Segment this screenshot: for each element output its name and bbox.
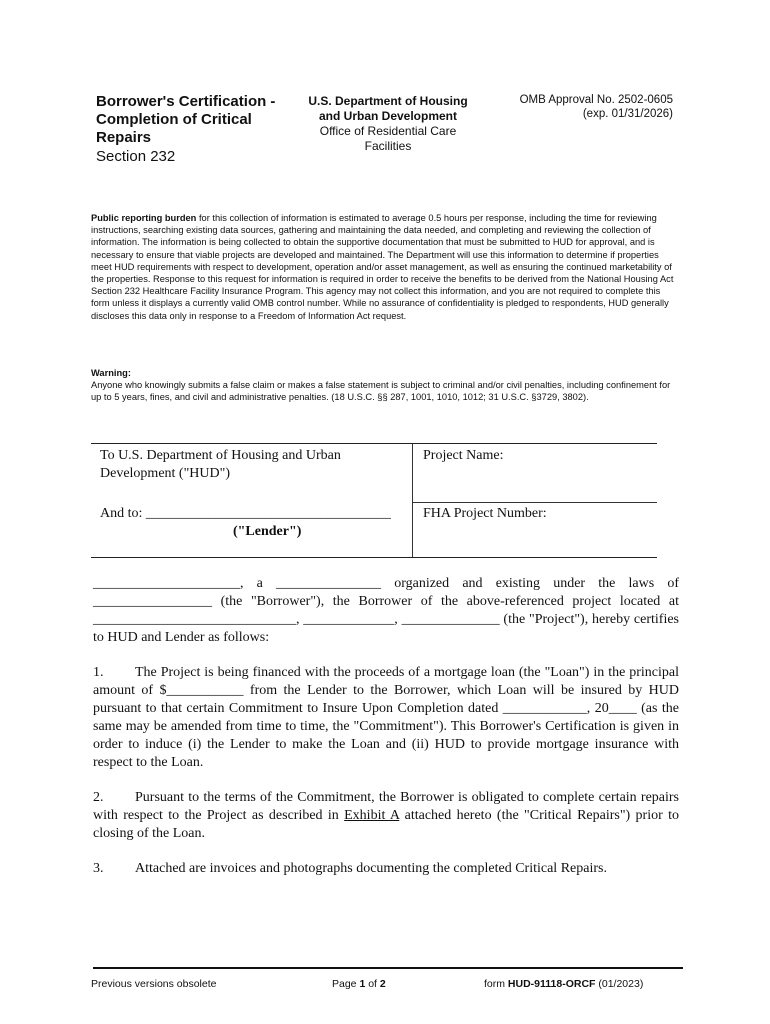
addressee-lender-line: And to: ___________________________________ — [100, 506, 391, 521]
fha-project-number-label: FHA Project Number: — [423, 506, 547, 521]
burden-statement — [91, 212, 681, 322]
lender-label: ("Lender") — [233, 524, 302, 539]
paragraph-number: 3. — [93, 861, 104, 876]
project-name-label: Project Name: — [423, 448, 504, 463]
agency-block — [298, 94, 478, 154]
footer-obsolete-note: Previous versions obsolete — [91, 978, 217, 990]
paragraph-3 — [93, 860, 679, 878]
intro-paragraph: _____________________, a _______________ organized and existing under the laws of _________________ (the "Borrower"), the Borrower of the above-referenced project located at _____________________________, _____________, ______________ (the "Project"), hereby certifies to HUD and Lender as follows: — [93, 576, 679, 645]
paragraph-2 — [93, 789, 679, 843]
warning-statement — [91, 367, 681, 404]
paragraph-text: The Project is being financed with the proceeds of a mortgage loan (the "Loan") in the principal amount of $___________ from the Lender to the Borrower, which Loan will be insured by HUD pursuant to that certain Commitment to Insure Upon Completion dated ____________, 20____ (as the same may be amended from time to time, the "Commitment"). This Borrower's Certification is given in order to induce (i) the Lender to make the Loan and (ii) HUD to provide mortgage insurance with respect to the Loan. — [93, 665, 679, 770]
row-divider — [413, 502, 657, 503]
footer-rule — [93, 967, 683, 969]
paragraph-text: attached hereto (the "Critical Repairs") prior to closing of the Loan. — [93, 808, 679, 841]
warning-text: Anyone who knowingly submits a false claim or makes a false statement is subject to criminal and/or civil penalties, including confinement for up to 5 years, fines, and civil and administrative penalties. (18 U.S.C. §§ 287, 1001, 1010, 1012; 31 U.S.C. §3729, 3802). — [91, 380, 671, 403]
agency-name: U.S. Department of Housing and Urban Development — [308, 94, 468, 123]
addressee-hud: To U.S. Department of Housing and Urban Development ("HUD") — [100, 448, 341, 481]
office-name: Office of Residential Care Facilities — [319, 124, 457, 153]
form-date: (01/2023) — [595, 978, 644, 990]
form-number: HUD-91118-ORCF — [507, 978, 596, 990]
paragraph-number: 1. — [93, 665, 104, 680]
form-title: Borrower's Certification - Completion of Critical Repairs — [96, 93, 276, 146]
page-indicator — [332, 978, 386, 990]
address-table — [91, 443, 657, 558]
omb-number: OMB Approval No. 2502-0605 — [519, 94, 673, 106]
form-identifier — [484, 978, 643, 990]
exhibit-a-reference: Exhibit A — [344, 808, 400, 823]
paragraph-1 — [93, 664, 679, 772]
page-total: 2 — [379, 978, 386, 990]
certification-body — [93, 575, 679, 895]
paragraph-number: 2. — [93, 790, 104, 805]
paragraph-text: Attached are invoices and photographs documenting the completed Critical Repairs. — [135, 861, 607, 876]
burden-text: for this collection of information is estimated to average 0.5 hours per response, including the time for reviewing instructions, searching existing data sources, gathering and maintaining the data needed, and completing and reviewing the collection of information. The information is being collected to obtain the supportive documentation that must be submitted to HUD for approval, and is necessary to ensure that viable projects are developed and maintained. The Department will use this information to determine if properties meet HUD requirements with respect to development, operation and/or asset management, as well as ensuring the continued marketability of the properties. Response to this request for information is required in order to receive the benefits to be derived from the National Housing Act Section 232 Healthcare Facility Insurance Program. This agency may not collect this information, and you are not required to complete this form unless it displays a currently valid OMB control number. While no assurance of confidentiality is pledged to respondents, HUD generally discloses this data only in response to a Freedom of Information Act request. — [91, 213, 674, 321]
page-label: Page — [332, 978, 360, 990]
form-label: form — [484, 978, 508, 990]
paragraph-text: Pursuant to the terms of the Commitment, the Borrower is obligated to complete certain repairs with respect to the Project as described in — [93, 790, 679, 823]
burden-heading: Public reporting burden — [91, 213, 197, 223]
page-number: 1 — [359, 978, 366, 990]
warning-heading: Warning: — [91, 368, 131, 378]
omb-expiration: (exp. 01/31/2026) — [582, 108, 673, 120]
column-divider — [412, 444, 413, 557]
omb-block — [500, 93, 673, 121]
title-block — [96, 93, 276, 167]
form-section: Section 232 — [96, 148, 176, 165]
page-of: of — [365, 978, 380, 990]
